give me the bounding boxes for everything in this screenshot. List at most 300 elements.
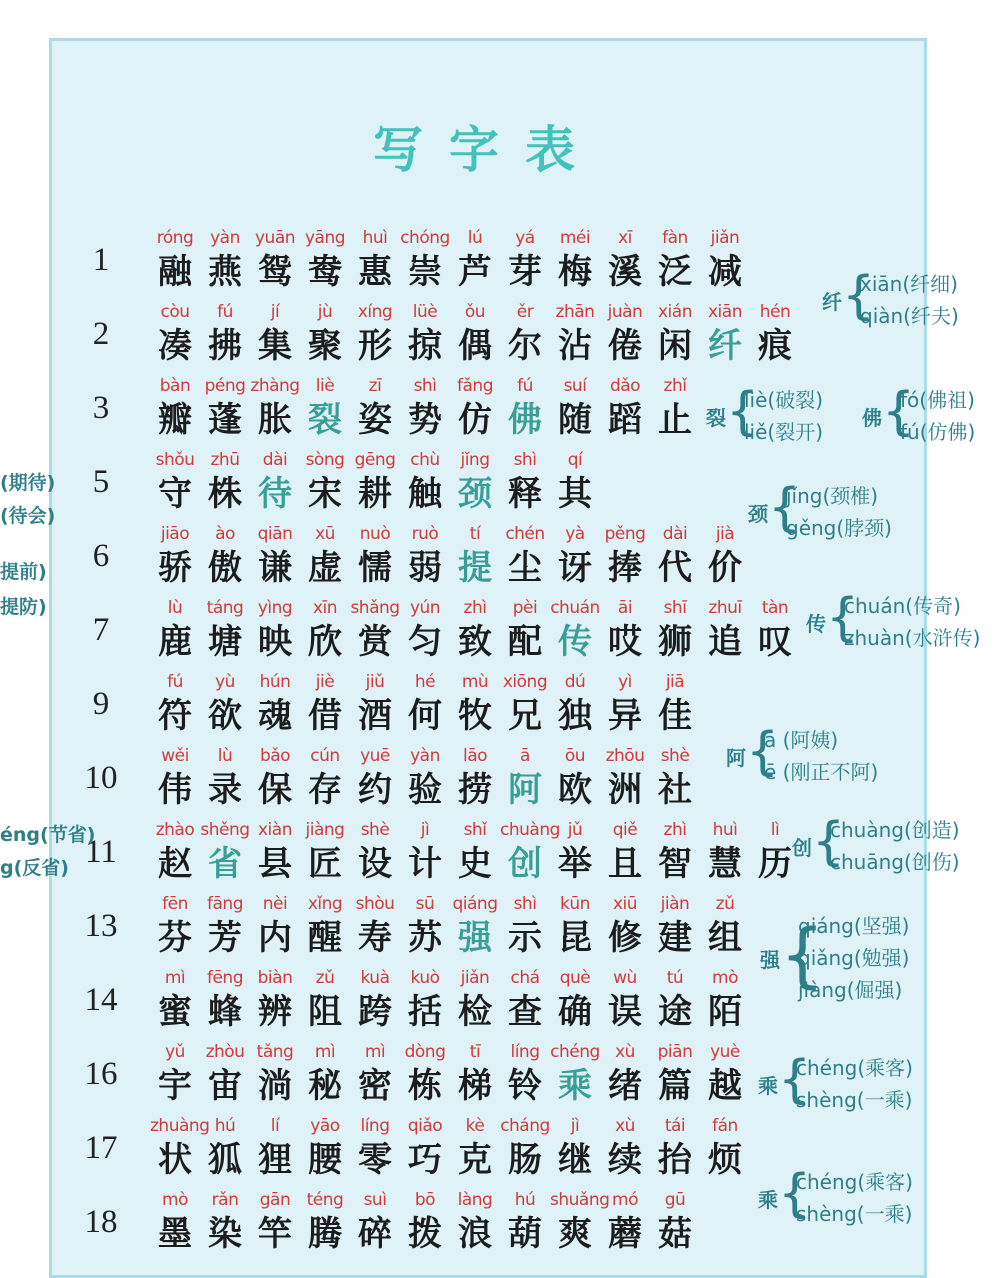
pinyin: shòu	[355, 894, 395, 914]
pinyin: hé	[414, 672, 436, 692]
char-cell	[150, 376, 200, 442]
pinyin: téng	[306, 1190, 344, 1210]
hanzi: 异	[608, 696, 642, 736]
pinyin: jiā	[665, 672, 685, 692]
pinyin: xū	[315, 524, 335, 544]
hanzi: 乘	[558, 1066, 592, 1106]
pinyin: mó	[612, 1190, 638, 1210]
hanzi: 待	[258, 474, 292, 514]
hanzi: 崇	[408, 252, 442, 292]
pinyin: xiōng	[502, 672, 548, 692]
char-cell	[400, 450, 450, 516]
char-cell	[200, 894, 250, 960]
pinyin: dài	[662, 524, 688, 544]
char-cell	[450, 524, 500, 590]
char-cell	[700, 228, 750, 294]
note-head: 乘	[758, 1074, 778, 1098]
hanzi: 尔	[508, 326, 542, 366]
char-cell	[650, 376, 700, 442]
char-cell	[600, 1042, 650, 1108]
pinyin: zhōu	[605, 746, 645, 766]
hanzi: 约	[358, 770, 392, 810]
pinyin: zhòu	[205, 1042, 245, 1062]
pinyin: nuò	[359, 524, 391, 544]
char-cell	[500, 376, 550, 442]
pinyin: mù	[461, 672, 489, 692]
char-cell	[250, 598, 300, 664]
pinyin: mì	[314, 1042, 336, 1062]
hanzi: 栋	[408, 1066, 442, 1106]
char-cell	[550, 1190, 610, 1256]
char-cell	[300, 672, 350, 738]
hanzi: 绪	[608, 1066, 642, 1106]
char-cell	[550, 746, 600, 812]
char-cell	[650, 598, 700, 664]
pinyin: fēn	[162, 894, 188, 914]
pinyin: zhì	[463, 598, 487, 618]
pinyin: jù	[317, 302, 333, 322]
char-cell	[500, 598, 550, 664]
hanzi: 醒	[308, 918, 342, 958]
pinyin: jǔ	[567, 820, 583, 840]
char-cell	[550, 376, 600, 442]
pinyin: tí	[469, 524, 481, 544]
lesson-number: 11	[85, 834, 117, 870]
hanzi: 颈	[458, 474, 492, 514]
hanzi: 姿	[358, 400, 392, 440]
note-head: 佛	[862, 406, 882, 430]
pinyin: huì	[712, 820, 738, 840]
char-cell	[150, 598, 200, 664]
hanzi: 狸	[258, 1140, 292, 1180]
char-cell	[350, 1116, 400, 1182]
hanzi: 闲	[658, 326, 692, 366]
lesson-number: 2	[92, 316, 110, 352]
char-cell	[450, 228, 500, 294]
char-cell	[300, 1190, 350, 1256]
char-cell	[350, 672, 400, 738]
hanzi: 痕	[758, 326, 792, 366]
char-cell	[350, 820, 400, 886]
note-reading: shèng(一乘)	[796, 1088, 913, 1112]
hanzi: 符	[158, 696, 192, 736]
char-cell	[450, 672, 500, 738]
char-cell	[700, 894, 750, 960]
char-cell	[500, 1042, 550, 1108]
hanzi: 修	[608, 918, 642, 958]
note-head: 颈	[748, 502, 768, 526]
pinyin: lú	[467, 228, 483, 248]
hanzi: 篇	[658, 1066, 692, 1106]
char-cell	[150, 894, 200, 960]
hanzi: 葫	[508, 1214, 542, 1254]
pinyin: jiàng	[305, 820, 345, 840]
char-cell	[650, 302, 700, 368]
pinyin: ōu	[564, 746, 586, 766]
char-cell	[250, 524, 300, 590]
char-cell	[550, 228, 600, 294]
char-cell	[500, 524, 550, 590]
char-cell	[500, 228, 550, 294]
hanzi: 讶	[558, 548, 592, 588]
pinyin: xiān	[708, 302, 742, 322]
char-cell	[400, 820, 450, 886]
note-reading: chuán(传奇)	[844, 594, 961, 618]
note-reading: liě(裂开)	[744, 420, 824, 444]
char-cell	[700, 820, 750, 886]
pinyin: chén	[505, 524, 545, 544]
char-cell	[400, 524, 450, 590]
hanzi: 宋	[308, 474, 342, 514]
hanzi: 阿	[508, 770, 542, 810]
lesson-number: 17	[84, 1130, 118, 1166]
pinyin: mì	[364, 1042, 386, 1062]
pinyin: xīn	[312, 598, 338, 618]
char-cell	[250, 302, 300, 368]
hanzi: 巧	[408, 1140, 442, 1180]
char-cell	[400, 968, 450, 1034]
pinyin: shǒu	[155, 450, 195, 470]
pinyin: lù	[217, 746, 233, 766]
hanzi: 铃	[508, 1066, 542, 1106]
pinyin: dǎo	[609, 376, 641, 396]
hanzi: 误	[608, 992, 642, 1032]
hanzi: 佳	[658, 696, 692, 736]
pinyin: xù	[615, 1042, 635, 1062]
char-cell	[300, 1116, 350, 1182]
char-cell	[350, 1042, 400, 1108]
hanzi: 欧	[558, 770, 592, 810]
note-reading: chéng(乘客)	[796, 1170, 913, 1194]
hanzi: 计	[408, 844, 442, 884]
lesson-number: 7	[92, 612, 110, 648]
char-cell	[650, 746, 700, 812]
char-cell	[350, 524, 400, 590]
pinyin: chá	[510, 968, 540, 988]
hanzi: 跨	[358, 992, 392, 1032]
hanzi: 映	[258, 622, 292, 662]
hanzi: 宇	[158, 1066, 192, 1106]
hanzi: 魂	[258, 696, 292, 736]
char-cell	[250, 228, 300, 294]
char-cell	[350, 302, 400, 368]
hanzi: 腾	[308, 1214, 342, 1254]
char-cell	[250, 894, 300, 960]
char-cell	[250, 968, 300, 1034]
hanzi: 裂	[308, 400, 342, 440]
pinyin: shè	[360, 820, 390, 840]
hanzi: 随	[558, 400, 592, 440]
hanzi: 洲	[608, 770, 642, 810]
hanzi: 芽	[508, 252, 542, 292]
pinyin: dú	[564, 672, 586, 692]
char-cell	[350, 228, 400, 294]
brace-icon: {	[842, 266, 876, 326]
hanzi: 竿	[258, 1214, 292, 1254]
hanzi: 慧	[708, 844, 742, 884]
char-cell	[200, 376, 250, 442]
pinyin: yà	[565, 524, 585, 544]
char-cell	[550, 672, 600, 738]
note-reading: qiáng(坚强)	[798, 914, 910, 938]
char-cell	[200, 968, 250, 1034]
char-cell	[350, 598, 400, 664]
pinyin: xiū	[612, 894, 638, 914]
pinyin: zhū	[210, 450, 240, 470]
pinyin: shì	[513, 450, 537, 470]
note-reading: chuāng(创伤)	[830, 850, 960, 874]
note-reading: chéng(乘客)	[796, 1056, 913, 1080]
pinyin: tī	[469, 1042, 481, 1062]
hanzi: 且	[608, 844, 642, 884]
pinyin: pěng	[604, 524, 646, 544]
char-cell	[650, 228, 700, 294]
char-cell	[250, 1116, 300, 1182]
pinyin: péng	[204, 376, 246, 396]
hanzi: 继	[558, 1140, 592, 1180]
note-reading: jǐng(颈椎)	[786, 484, 879, 508]
hanzi: 价	[708, 548, 742, 588]
char-cell	[650, 820, 700, 886]
hanzi: 捞	[458, 770, 492, 810]
hanzi: 融	[158, 252, 192, 292]
hanzi: 浪	[458, 1214, 492, 1254]
hanzi: 陌	[708, 992, 742, 1032]
note-head: 创	[792, 836, 812, 860]
hanzi: 社	[658, 770, 692, 810]
char-cell	[700, 598, 750, 664]
char-cell	[150, 746, 200, 812]
pinyin: tǎng	[256, 1042, 294, 1062]
lesson-number: 14	[84, 982, 118, 1018]
char-cell	[600, 746, 650, 812]
pinyin: chóng	[400, 228, 450, 248]
hanzi: 腰	[308, 1140, 342, 1180]
hanzi: 鸯	[308, 252, 342, 292]
hanzi: 昆	[558, 918, 592, 958]
pinyin: méi	[559, 228, 591, 248]
brace-icon: {	[768, 478, 802, 538]
hanzi: 爽	[558, 1214, 592, 1254]
hanzi: 碎	[358, 1214, 392, 1254]
pinyin: jiāo	[160, 524, 190, 544]
lesson-number: 16	[84, 1056, 118, 1092]
hanzi: 掠	[408, 326, 442, 366]
char-cell	[750, 598, 800, 664]
pinyin: liè	[315, 376, 335, 396]
hanzi: 拨	[408, 1214, 442, 1254]
pinyin: shè	[660, 746, 690, 766]
char-cell	[450, 450, 500, 516]
pinyin: kuà	[360, 968, 390, 988]
pinyin: shì	[413, 376, 437, 396]
pinyin: yāng	[304, 228, 346, 248]
hanzi: 状	[158, 1140, 192, 1180]
char-cell	[600, 228, 650, 294]
pinyin: shěng	[200, 820, 250, 840]
char-cell	[300, 450, 350, 516]
brace-icon: {	[812, 812, 846, 872]
hanzi: 宙	[208, 1066, 242, 1106]
hanzi: 零	[358, 1140, 392, 1180]
char-cell	[500, 450, 550, 516]
hanzi: 溪	[608, 252, 642, 292]
char-cell	[500, 894, 550, 960]
char-cell	[150, 524, 200, 590]
pinyin: què	[559, 968, 591, 988]
pinyin: yuē	[360, 746, 390, 766]
hanzi: 借	[308, 696, 342, 736]
hanzi: 蜂	[208, 992, 242, 1032]
char-cell	[200, 746, 250, 812]
pinyin: jiǎn	[710, 228, 740, 248]
pinyin: shì	[513, 894, 537, 914]
hanzi: 提	[458, 548, 492, 588]
cropped-note: (期待)	[0, 472, 56, 494]
char-cell	[450, 302, 500, 368]
table-row	[0, 376, 1004, 450]
pinyin: gān	[259, 1190, 291, 1210]
pinyin: huì	[362, 228, 388, 248]
note-head: 传	[806, 612, 826, 636]
char-cell	[400, 746, 450, 812]
hanzi: 集	[258, 326, 292, 366]
hanzi: 欣	[308, 622, 342, 662]
lesson-number: 13	[84, 908, 118, 944]
pinyin: hún	[259, 672, 291, 692]
char-cell	[650, 672, 700, 738]
brace-icon: {	[780, 914, 825, 996]
lesson-number: 10	[84, 760, 118, 796]
hanzi: 越	[708, 1066, 742, 1106]
char-cell	[250, 820, 300, 886]
hanzi: 偶	[458, 326, 492, 366]
hanzi: 凑	[158, 326, 192, 366]
brace-icon: {	[726, 382, 760, 442]
char-cell	[550, 894, 600, 960]
char-cell	[550, 820, 600, 886]
pinyin: yá	[515, 228, 535, 248]
hanzi: 致	[458, 622, 492, 662]
hanzi: 独	[558, 696, 592, 736]
lesson-number: 1	[92, 242, 110, 278]
char-cell	[200, 524, 250, 590]
hanzi: 赏	[358, 622, 392, 662]
pinyin: lí	[270, 1116, 280, 1136]
pinyin: zhuàng	[150, 1116, 210, 1136]
char-cell	[200, 598, 250, 664]
hanzi: 傲	[208, 548, 242, 588]
pinyin: wù	[613, 968, 637, 988]
hanzi: 止	[658, 400, 692, 440]
hanzi: 染	[208, 1214, 242, 1254]
lesson-number: 3	[92, 390, 110, 426]
pinyin: jì	[420, 820, 430, 840]
char-cell	[650, 968, 700, 1034]
pinyin: yún	[409, 598, 441, 618]
char-cell	[200, 1116, 250, 1182]
pinyin: biàn	[257, 968, 293, 988]
note-reading: gěng(脖颈)	[786, 516, 892, 540]
pinyin: mò	[162, 1190, 188, 1210]
pinyin: yuè	[710, 1042, 740, 1062]
pinyin: ǒu	[464, 302, 486, 322]
pinyin: líng	[510, 1042, 540, 1062]
hanzi: 芳	[208, 918, 242, 958]
note-reading: chuàng(创造)	[830, 818, 960, 842]
pinyin: dài	[262, 450, 288, 470]
pinyin: suí	[563, 376, 587, 396]
char-cell	[450, 598, 500, 664]
char-cell	[350, 894, 400, 960]
pinyin: chuàng	[500, 820, 560, 840]
pinyin: wěi	[161, 746, 189, 766]
char-cell	[250, 450, 300, 516]
hanzi: 墨	[158, 1214, 192, 1254]
hanzi: 验	[408, 770, 442, 810]
char-cell	[250, 672, 300, 738]
char-cell	[550, 302, 600, 368]
hanzi: 蓬	[208, 400, 242, 440]
hanzi: 蘑	[608, 1214, 642, 1254]
hanzi: 追	[708, 622, 742, 662]
pinyin: shuǎng	[550, 1190, 610, 1210]
hanzi: 阻	[308, 992, 342, 1032]
pinyin: chù	[410, 450, 440, 470]
pinyin: gēng	[354, 450, 396, 470]
char-cell	[600, 524, 650, 590]
pinyin: yāo	[310, 1116, 340, 1136]
hanzi: 胀	[258, 400, 292, 440]
hanzi: 瓣	[158, 400, 192, 440]
pinyin: yàn	[210, 228, 240, 248]
char-cell	[250, 1042, 300, 1108]
pinyin: dòng	[404, 1042, 446, 1062]
hanzi: 示	[508, 918, 542, 958]
hanzi: 匀	[408, 622, 442, 662]
note-reading: shèng(一乘)	[796, 1202, 913, 1226]
pinyin: tú	[666, 968, 684, 988]
pinyin: zhǐ	[663, 376, 687, 396]
char-cell	[450, 1116, 500, 1182]
hanzi: 途	[658, 992, 692, 1032]
char-cell	[350, 746, 400, 812]
note-reading: fó(佛祖)	[900, 388, 975, 412]
char-cell	[450, 376, 500, 442]
char-cell	[700, 1042, 750, 1108]
hanzi: 克	[458, 1140, 492, 1180]
pinyin: kūn	[560, 894, 590, 914]
pinyin: jǐng	[460, 450, 490, 470]
char-cell	[300, 968, 350, 1034]
pinyin: sòng	[305, 450, 345, 470]
char-cell	[150, 302, 200, 368]
pinyin: suì	[363, 1190, 387, 1210]
hanzi: 苏	[408, 918, 442, 958]
pinyin: zī	[368, 376, 382, 396]
pinyin: bǎo	[259, 746, 291, 766]
char-cell	[400, 672, 450, 738]
hanzi: 赵	[158, 844, 192, 884]
pinyin: lüè	[412, 302, 438, 322]
pinyin: mì	[164, 968, 186, 988]
pinyin: qiǎo	[407, 1116, 443, 1136]
hanzi: 梯	[458, 1066, 492, 1106]
hanzi: 形	[358, 326, 392, 366]
hanzi: 牧	[458, 696, 492, 736]
hanzi: 录	[208, 770, 242, 810]
pinyin: táng	[206, 598, 244, 618]
